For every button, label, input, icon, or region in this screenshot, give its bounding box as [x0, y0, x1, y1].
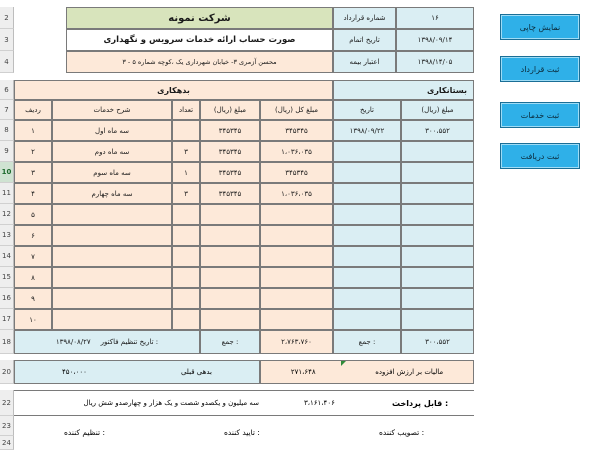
- creditor-cell-date[interactable]: [333, 183, 401, 204]
- row-header[interactable]: 12: [0, 204, 14, 225]
- end-date-value[interactable]: ۱۳۹۸/۰۹/۱۴: [396, 29, 474, 51]
- debtor-cell-total[interactable]: [260, 309, 333, 330]
- debtor-cell-price[interactable]: [200, 267, 260, 288]
- creditor-cell-amount[interactable]: ۳۰۰،۵۵۲: [401, 120, 474, 141]
- signature-row: [14, 428, 474, 442]
- debtor-cell-qty[interactable]: [172, 267, 200, 288]
- debtor-cell-desc[interactable]: [52, 309, 172, 330]
- debtor-header-total: مبلغ کل (ریال): [260, 100, 333, 120]
- debtor-cell-qty[interactable]: ۳: [172, 183, 200, 204]
- debtor-cell-price[interactable]: ۳۴۵۳۴۵: [200, 183, 260, 204]
- address-text: محسن آزمری ۳- خیابان شهرداری یک ،کوچه شماره ۵ - ۳: [66, 51, 333, 73]
- debtor-cell-desc[interactable]: [52, 225, 172, 246]
- creditor-cell-amount[interactable]: [401, 267, 474, 288]
- debtor-cell-price[interactable]: ۳۴۵۳۴۵: [200, 141, 260, 162]
- debtor-cell-total[interactable]: ۳۴۵۳۴۵: [260, 120, 333, 141]
- row-header[interactable]: 15: [0, 267, 14, 288]
- debtor-header-num: ردیف: [14, 100, 52, 120]
- debtor-cell-price[interactable]: [200, 288, 260, 309]
- contract-number-value[interactable]: ۱۶: [396, 7, 474, 29]
- row-header[interactable]: 18: [0, 330, 14, 354]
- end-date-label: تاریخ اتمام: [333, 29, 396, 51]
- invoice-date-value[interactable]: ۱۳۹۸/۰۸/۲۷: [55, 338, 91, 346]
- row-header[interactable]: 24: [0, 436, 14, 450]
- debtor-cell-qty[interactable]: ۳: [172, 141, 200, 162]
- row-header[interactable]: 6: [0, 80, 14, 100]
- row-header[interactable]: 23: [0, 416, 14, 436]
- debtor-cell-num[interactable]: ۷: [14, 246, 52, 267]
- debtor-cell-desc[interactable]: سه ماه چهارم: [52, 183, 172, 204]
- invoice-date-label: تاریخ تنظیم فاکتور :: [100, 338, 159, 346]
- debtor-cell-num[interactable]: ۱۰: [14, 309, 52, 330]
- creditor-cell-date[interactable]: [333, 246, 401, 267]
- debtor-cell-qty[interactable]: [172, 309, 200, 330]
- register-contract-button[interactable]: ثبت قرارداد: [500, 56, 580, 82]
- debtor-cell-num[interactable]: ۳: [14, 162, 52, 183]
- debtor-cell-desc[interactable]: سه ماه اول: [52, 120, 172, 141]
- debtor-cell-num[interactable]: ۶: [14, 225, 52, 246]
- debtor-sum-label: جمع :: [200, 330, 260, 354]
- invoice-date-cell: [14, 330, 200, 354]
- debtor-cell-price[interactable]: ۳۴۵۳۴۵: [200, 120, 260, 141]
- debtor-cell-num[interactable]: ۲: [14, 141, 52, 162]
- creditor-cell-date[interactable]: [333, 204, 401, 225]
- row-header[interactable]: 16: [0, 288, 14, 309]
- company-title: شرکت نمونه: [66, 7, 333, 29]
- register-services-button[interactable]: ثبت خدمات: [500, 102, 580, 128]
- payable-label: قابل پرداخت :: [392, 398, 449, 408]
- row-header[interactable]: 2: [0, 7, 14, 29]
- vat-label: مالیات بر ارزش افزوده: [375, 368, 444, 376]
- row-header[interactable]: 8: [0, 120, 14, 141]
- debtor-cell-price[interactable]: [200, 246, 260, 267]
- creditor-cell-amount[interactable]: [401, 246, 474, 267]
- preparer-label: تنظیم کننده :: [64, 428, 106, 437]
- debtor-cell-total[interactable]: ۳۴۵۳۴۵: [260, 162, 333, 183]
- debtor-cell-num[interactable]: ۴: [14, 183, 52, 204]
- creditor-header-date: تاریخ: [333, 100, 401, 120]
- debtor-cell-desc[interactable]: [52, 246, 172, 267]
- print-view-button[interactable]: نمایش چاپی: [500, 14, 580, 40]
- debtor-cell-qty[interactable]: [172, 246, 200, 267]
- debtor-cell-qty[interactable]: [172, 288, 200, 309]
- debtor-cell-num[interactable]: ۸: [14, 267, 52, 288]
- creditor-cell-date[interactable]: [333, 267, 401, 288]
- insurance-label: اعتبار بیمه: [333, 51, 396, 73]
- invoice-subtitle: صورت حساب ارائه خدمات سرویس و نگهداری: [66, 29, 333, 51]
- contract-number-label: شماره قرارداد: [333, 7, 396, 29]
- payable-amount-words: سه میلیون و یکصدو شصت و یک هزار و چهارصدو شش ریال: [83, 399, 259, 407]
- creditor-cell-date[interactable]: ۱۳۹۸/۰۹/۲۲: [333, 120, 401, 141]
- creditor-cell-amount[interactable]: [401, 309, 474, 330]
- debtor-cell-desc[interactable]: [52, 267, 172, 288]
- debtor-cell-total[interactable]: [260, 225, 333, 246]
- debtor-sum-value: ۲،۷۶۳،۷۶۰: [260, 330, 333, 354]
- vat-value: ۲۷۱،۶۴۸: [290, 368, 316, 376]
- payable-amount: ۳،۱۶۱،۴۰۶: [304, 399, 335, 407]
- vat-cell: [260, 360, 474, 384]
- creditor-cell-amount[interactable]: [401, 288, 474, 309]
- row-header[interactable]: 17: [0, 309, 14, 330]
- debtor-cell-num[interactable]: ۹: [14, 288, 52, 309]
- debtor-cell-price[interactable]: ۳۴۵۳۴۵: [200, 162, 260, 183]
- debtor-cell-qty[interactable]: [172, 204, 200, 225]
- row-header[interactable]: 10: [0, 162, 14, 183]
- row-header[interactable]: 9: [0, 141, 14, 162]
- debtor-cell-desc[interactable]: سه ماه سوم: [52, 162, 172, 183]
- debtor-cell-price[interactable]: [200, 225, 260, 246]
- confirmer-label: تایید کننده :: [224, 428, 260, 437]
- debtor-header-qty: تعداد: [172, 100, 200, 120]
- creditor-cell-date[interactable]: [333, 162, 401, 183]
- debtor-cell-total[interactable]: ۱،۰۳۶،۰۳۵: [260, 141, 333, 162]
- debtor-cell-total[interactable]: ۱،۰۳۶،۰۳۵: [260, 183, 333, 204]
- approver-label: تصویب کننده :: [379, 428, 425, 437]
- debtor-cell-desc[interactable]: [52, 288, 172, 309]
- debtor-cell-price[interactable]: [200, 309, 260, 330]
- debtor-cell-num[interactable]: ۵: [14, 204, 52, 225]
- debtor-cell-qty[interactable]: ۱: [172, 162, 200, 183]
- debtor-header-price: مبلغ (ریال): [200, 100, 260, 120]
- creditor-cell-date[interactable]: [333, 141, 401, 162]
- debtor-section-title: بدهکاری: [14, 80, 333, 100]
- debtor-cell-desc[interactable]: [52, 204, 172, 225]
- previous-debt-label: بدهی قبلی: [180, 368, 212, 376]
- creditor-sum-label: جمع :: [333, 330, 401, 354]
- payable-row: [14, 390, 474, 416]
- debtor-header-desc: شرح خدمات: [52, 100, 172, 120]
- creditor-cell-date[interactable]: [333, 288, 401, 309]
- creditor-cell-date[interactable]: [333, 309, 401, 330]
- row-header[interactable]: 3: [0, 29, 14, 51]
- creditor-cell-amount[interactable]: [401, 162, 474, 183]
- insurance-value[interactable]: ۱۳۹۸/۱۴/۰۵: [396, 51, 474, 73]
- creditor-cell-date[interactable]: [333, 225, 401, 246]
- debtor-cell-total[interactable]: [260, 267, 333, 288]
- previous-debt-cell: [14, 360, 260, 384]
- row-header[interactable]: 4: [0, 51, 14, 73]
- debtor-cell-desc[interactable]: سه ماه دوم: [52, 141, 172, 162]
- row-header[interactable]: 20: [0, 360, 14, 384]
- creditor-sum-value: ۳۰۰،۵۵۲: [401, 330, 474, 354]
- row-header[interactable]: 13: [0, 225, 14, 246]
- debtor-cell-price[interactable]: [200, 204, 260, 225]
- debtor-cell-total[interactable]: [260, 288, 333, 309]
- creditor-cell-amount[interactable]: [401, 183, 474, 204]
- creditor-cell-amount[interactable]: [401, 141, 474, 162]
- row-header[interactable]: 14: [0, 246, 14, 267]
- debtor-cell-total[interactable]: [260, 204, 333, 225]
- row-header[interactable]: 22: [0, 390, 14, 416]
- creditor-header-amount: مبلغ (ریال): [401, 100, 474, 120]
- creditor-cell-amount[interactable]: [401, 225, 474, 246]
- creditor-section-title: بستانکاری: [333, 80, 474, 100]
- previous-debt-value: ۴۵۰،۰۰۰: [62, 368, 87, 376]
- debtor-cell-num[interactable]: ۱: [14, 120, 52, 141]
- debtor-cell-qty[interactable]: [172, 225, 200, 246]
- cell-comment-marker: [341, 361, 346, 366]
- row-header[interactable]: 7: [0, 100, 14, 120]
- row-header[interactable]: 11: [0, 183, 14, 204]
- register-receipt-button[interactable]: ثبت دریافت: [500, 143, 580, 169]
- creditor-cell-amount[interactable]: [401, 204, 474, 225]
- debtor-cell-total[interactable]: [260, 246, 333, 267]
- debtor-cell-qty[interactable]: [172, 120, 200, 141]
